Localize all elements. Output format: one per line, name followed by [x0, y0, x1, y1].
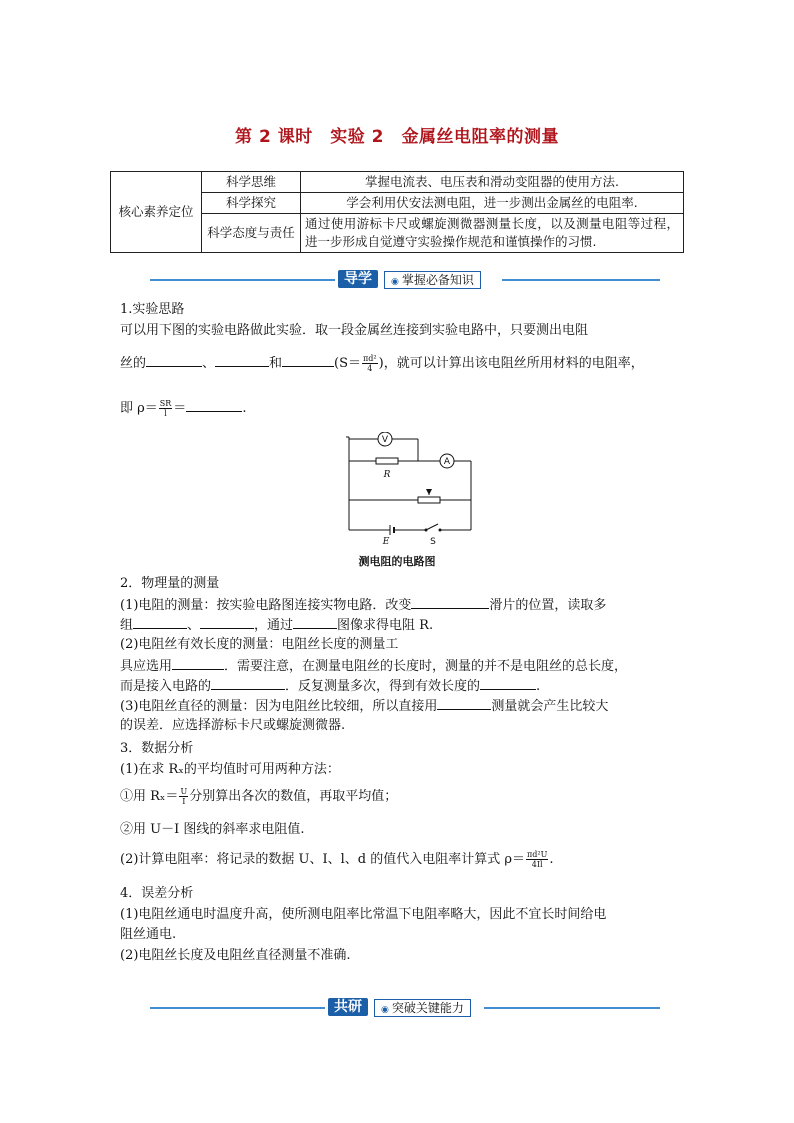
- section-banner-collab: [150, 998, 660, 1018]
- bullet-icon: ◉: [381, 1005, 389, 1015]
- paragraph-line: [120, 397, 680, 419]
- paragraph-line: [120, 695, 680, 717]
- text: (1)电阻的测量：按实验电路图连接实物电路．改变: [120, 598, 412, 613]
- text: ．需要注意，在测量电阻丝的长度时，测量的并不是电阻丝的总长度，: [224, 659, 628, 674]
- paragraph-line: [120, 655, 680, 677]
- banner-subtitle-text: 突破关键能力: [391, 1001, 464, 1015]
- text: 、: [187, 618, 201, 633]
- banner-tag: 导学: [338, 270, 378, 288]
- blank: [200, 614, 254, 629]
- paragraph-line: (1)在求 Rₓ的平均值时可用两种方法：: [120, 762, 340, 777]
- text: 和: [269, 356, 283, 371]
- banner-line: [484, 1007, 660, 1009]
- text: )，就可以计算出该电阻丝所用材料的电阻率，: [378, 356, 644, 371]
- core-table-content: 掌握电流表、电压表和滑动变阻器的使用方法.: [301, 172, 684, 193]
- core-table-content: 通过使用游标卡尺或螺旋测微器测量长度，以及测量电阻等过程，进一步形成自觉遵守实验操作规范和谨慎操作的习惯.: [301, 214, 684, 253]
- text: ＝: [173, 401, 187, 416]
- fraction-denominator: 4: [367, 364, 373, 373]
- fraction-denominator: l: [164, 409, 167, 418]
- blank: [282, 352, 334, 367]
- voltmeter-label: V: [381, 435, 389, 445]
- banner-line: [150, 279, 335, 281]
- text: ，通过: [254, 618, 294, 633]
- blank: [186, 397, 242, 412]
- section-heading: 2．物理量的测量: [120, 576, 220, 591]
- text: ．反复测量多次，得到有效长度的: [285, 679, 481, 694]
- fraction-numerator: SR: [159, 399, 172, 408]
- blank: [411, 594, 489, 609]
- paragraph-line: [120, 614, 680, 636]
- blank: [215, 352, 269, 367]
- switch-label: S: [430, 537, 436, 547]
- text: 丝的: [120, 356, 147, 371]
- fraction: [526, 850, 548, 869]
- page-title: 第 2 课时 实验 2 金属丝电阻率的测量: [235, 127, 559, 147]
- blank: [480, 675, 536, 690]
- fraction-numerator: U: [180, 787, 188, 796]
- resistor-label: R: [383, 470, 391, 480]
- text: 图像求得电阻 R.: [337, 618, 434, 633]
- bullet-icon: ◉: [391, 277, 399, 287]
- banner-subtitle: [374, 999, 471, 1017]
- text: 、: [202, 356, 216, 371]
- section-heading: 4．误差分析: [120, 886, 194, 901]
- text: .: [536, 679, 541, 694]
- banner-line: [150, 1007, 325, 1009]
- fraction: [159, 399, 173, 418]
- figure-caption: 测电阻的电路图: [358, 555, 436, 568]
- fraction-denominator: I: [182, 797, 186, 806]
- paragraph-line: [120, 850, 680, 870]
- banner-line: [502, 279, 660, 281]
- banner-subtitle: [384, 271, 481, 289]
- text: 具应选用: [120, 659, 173, 674]
- text: 测量就会产生比较大: [491, 699, 609, 714]
- text: 分别算出各次的数值，再取平均值；: [189, 789, 398, 804]
- paragraph-line: [120, 594, 680, 616]
- core-table-category: 科学态度与责任: [202, 214, 301, 253]
- fraction-numerator: πd²: [363, 354, 377, 363]
- blank: [172, 655, 224, 670]
- paragraph-line: (2)电阻丝长度及电阻丝直径测量不准确.: [120, 948, 351, 963]
- resistor-r: [376, 458, 398, 464]
- text: .: [242, 401, 247, 416]
- core-table-category: 科学探究: [202, 193, 301, 214]
- blank: [437, 695, 491, 710]
- section-banner-guide: [150, 270, 660, 290]
- text: (2)计算电阻率：将记录的数据 U、I、l、d 的值代入电阻率计算式 ρ＝: [120, 852, 526, 867]
- paragraph-line: [120, 787, 680, 807]
- fraction-denominator: 4Il: [531, 860, 543, 869]
- core-table-header: 核心素养定位: [111, 172, 202, 253]
- fraction-numerator: πd²U: [527, 850, 548, 859]
- text: (3)电阻丝直径的测量：因为电阻丝比较细，所以直接用: [120, 699, 438, 714]
- circuit-diagram: [340, 432, 480, 550]
- fraction: [179, 787, 188, 806]
- banner-subtitle-text: 掌握必备知识: [401, 273, 474, 287]
- blank: [211, 675, 285, 690]
- paragraph-line: ②用 U－I 图线的斜率求电阻值.: [120, 822, 305, 837]
- paragraph-line: 可以用下图的实验电路做此实验．取一段金属丝连接到实验电路中，只要测出电阻: [120, 323, 589, 338]
- paragraph-line: 阻丝通电.: [120, 927, 177, 942]
- text: 组: [120, 618, 134, 633]
- core-table-content: 学会利用伏安法测电阻，进一步测出金属丝的电阻率.: [301, 193, 684, 214]
- text: 滑片的位置，读取多: [489, 598, 607, 613]
- paragraph-line: [120, 352, 680, 374]
- text: .: [549, 852, 554, 867]
- text: (S＝: [334, 356, 362, 371]
- text: ①用 Rₓ＝: [120, 789, 179, 804]
- blank: [293, 614, 337, 629]
- text: 即 ρ＝: [120, 401, 158, 416]
- banner-tag: 共研: [328, 998, 368, 1016]
- paragraph-line: (2)电阻丝有效长度的测量：电阻丝长度的测量工: [120, 637, 399, 652]
- paragraph-line: [120, 675, 680, 697]
- switch-lever: [426, 524, 438, 530]
- paragraph-line: 的误差．应选择游标卡尺或螺旋测微器.: [120, 718, 346, 733]
- text: 而是接入电路的: [120, 679, 212, 694]
- blank: [146, 352, 202, 367]
- core-literacy-table: [110, 171, 684, 253]
- section-heading: 3．数据分析: [120, 741, 194, 756]
- fraction: [362, 354, 378, 373]
- slider-arrow-icon: [426, 489, 432, 495]
- rheostat: [418, 497, 440, 503]
- blank: [133, 614, 187, 629]
- ammeter-label: A: [443, 457, 451, 467]
- section-heading: 1.实验思路: [120, 302, 185, 317]
- battery-label: E: [382, 537, 390, 547]
- paragraph-line: (1)电阻丝通电时温度升高，使所测电阻率比常温下电阻率略大，因此不宜长时间给电: [120, 907, 607, 922]
- core-table-category: 科学思维: [202, 172, 301, 193]
